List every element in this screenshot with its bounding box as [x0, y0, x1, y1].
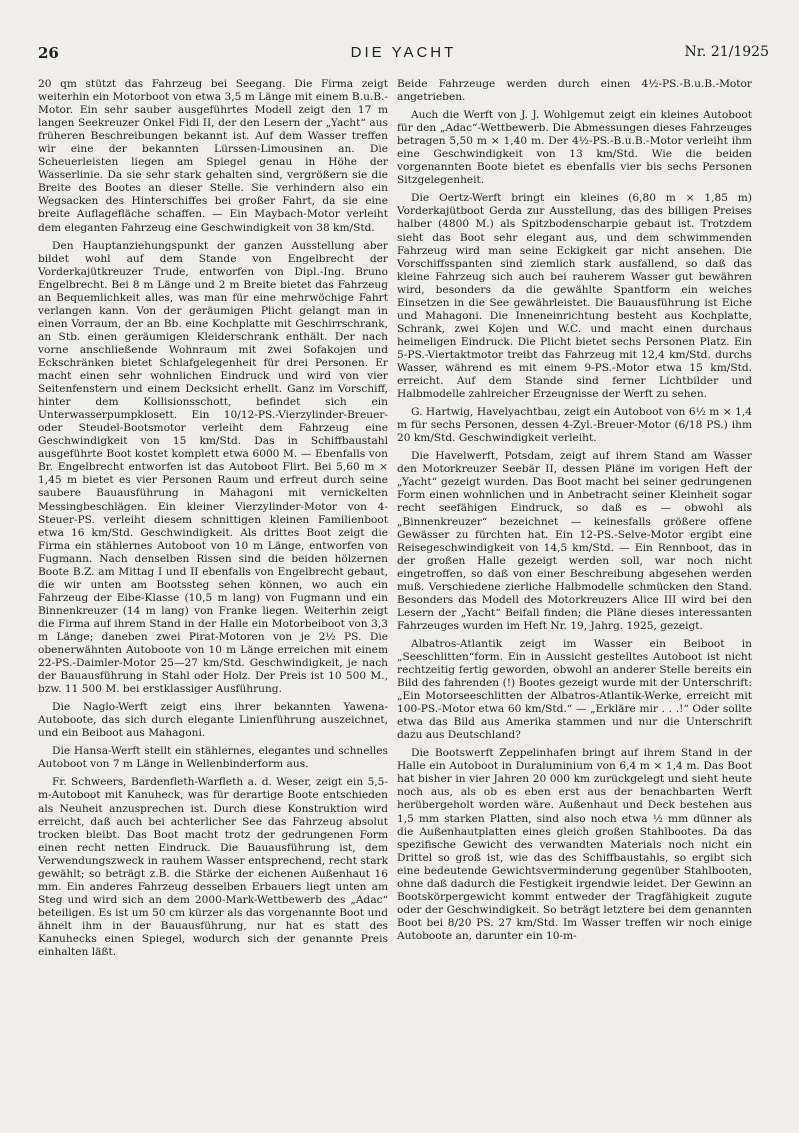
left-column [38, 78, 388, 964]
paragraph: Die Oertz-Werft bringt ein kleines (6,80 m × 1,85 m) Vorderkajütboot Gerda zur Ausstellung, das des billigen Preises halber (4800 M.) als Spitzbodenscharpie gebaut ist. Trotzdem sieht das Boot sehr elegant aus, und dem schwimmenden Fahrzeug wird man seine Eckigkeit gar nicht ansehen. Die Vorschiffsspanten sind ziemlich stark ausfallend, so daß das kleine Fahrzeug sich auch bei rauherem Wasser gut bewähren wird, besonders da die gewählte Spantform ein weiches Einsetzen in die See gewährleistet. Die Bauausführung ist Eiche und Mahagoni. Die Inneneinrichtung besteht aus Kochplatte, Schrank, zwei Kojen und W.C. und macht einen durchaus heimeligen Eindruck. Die Plicht bietet sechs Personen Platz. Ein 5-PS.-Viertaktmotor treibt das Fahrzeug mit 12,4 km/Std. durchs Wasser, während es mit einem 9-PS.-Motor etwa 15 km/Std. erreicht. Auf dem Stande sind ferner Lichtbilder und Halbmodelle zahlreicher Erzeugnisse der Werft zu sehen. [397, 192, 752, 401]
running-title: DIE YACHT [350, 44, 457, 61]
page-number: 26 [38, 44, 59, 62]
paragraph: Auch die Werft von J. J. Wohlgemut zeigt ein kleines Autoboot für den „Adac“-Wettbewerb. Die Abmessungen dieses Fahrzeuges betragen 5,50 m × 1,40 m. Der 4½-PS.-B.u.B.-Motor verleiht ihm eine Geschwindigkeit von 13 km/Std. Wie die beiden vorgenannten Boote bietet es ebenfalls vier bis sechs Personen Sitzgelegenheit. [397, 109, 752, 187]
paragraph: Den Hauptanziehungspunkt der ganzen Ausstellung aber bildet wohl auf dem Stande von Engelbrecht der Vorderkajütkreuzer Trude, entworfen von Dipl.-Ing. Bruno Engelbrecht. Bei 8 m Länge und 2 m Breite bietet das Fahrzeug an Bequemlichkeit alles, was man für eine mehrwöchige Fahrt verlangen kann. Von der geräumigen Plicht gelangt man in einen Vorraum, der an Bb. eine Kochplatte mit Geschirrschrank, an Stb. einen geräumigen Kleiderschrank enthält. Der nach vorne anschließende Wohnraum mit zwei Sofakojen und Eckschränken bietet Schlafgelegenheit für drei Personen. Er macht einen sehr wohnlichen Eindruck und wird von vier Seitenfenstern und einem Decksicht erhellt. Ganz im Vorschiff, hinter dem Kollisionsschott, befindet sich ein Unterwasserpumpklosett. Ein 10/12-PS.-Vierzylinder-Breuer- oder Steudel-Bootsmotor verleiht dem Fahrzeug eine Geschwindigkeit von 15 km/Std. Das in Schiffbaustahl ausgeführte Boot kostet komplett etwa 6000 M. — Ebenfalls von Br. Engelbrecht entworfen ist das Autoboot Flirt. Bei 5,60 m × 1,45 m bietet es vier Personen Raum und erfreut durch seine saubere Bauausführung in Mahagoni mit vernickelten Messingbeschlägen. Ein kleiner Vierzylinder-Motor von 4-Steuer-PS. verleiht diesem schnittigen kleinen Familienboot etwa 16 km/Std. Geschwindigkeit. Als drittes Boot zeigt die Firma ein stählernes Autoboot von 10 m Länge, entworfen von Fugmann. Nach denselben Rissen sind die beiden hölzernen Boote B.Z. am Mittag I und II ebenfalls von Engelbrecht gebaut, die wir unten am Bootssteg sehen können, wo auch ein Fahrzeug der Eibe-Klasse (10,5 m lang) von Fugmann und ein Binnenkreuzer (14 m lang) von Franke liegen. Weiterhin zeigt die Firma auf ihrem Stand in der Halle ein Motorbeiboot von 3,3 m Länge; daneben zwei Pirat-Motoren von je 2½ PS. Die obenerwähnten Autoboote von 10 m Länge erreichen mit einem 22-PS.-Daimler-Motor 25—27 km/Std. Geschwindigkeit, je nach der Bauausführung in Stahl oder Holz. Der Preis ist 10 500 M., bzw. 11 500 M. bei erstklassiger Ausführung. [38, 239, 388, 696]
right-column [397, 78, 752, 948]
paragraph: Die Naglo-Werft zeigt eins ihrer bekannten Yawena-Autoboote, das sich durch elegante Linienführung auszeichnet, und ein Beiboot aus Mahagoni. [38, 701, 388, 740]
paragraph: 20 qm stützt das Fahrzeug bei Seegang. Die Firma zeigt weiterhin ein Motorboot von etwa 3,5 m Länge mit einem B.u.B.-Motor. Ein sehr sauber ausgeführtes Modell zeigt den 17 m langen Seekreuzer Onkel Fidi II, der den Lesern der „Yacht“ aus früheren Beschreibungen bekannt ist. Auf dem Wasser treffen wir eine der bekannten Lürssen-Limousinen an. Die Scheuerleisten liegen am Spiegel genau in Höhe der Wasserlinie. Da sie sehr stark gehalten sind, vergrößern sie die Breite des Bootes an dieser Stelle. Sie verhindern also ein Wegsacken des Hinterschiffes bei großer Fahrt, da sie eine breite Auflagefläche schaffen. — Ein Maybach-Motor verleiht dem eleganten Fahrzeug eine Geschwindigkeit von 38 km/Std. [38, 78, 388, 234]
paragraph: Die Bootswerft Zeppelinhafen bringt auf ihrem Stand in der Halle ein Autoboot in Duraluminium von 6,4 m × 1,4 m. Das Boot hat bisher in vier Jahren 20 000 km zurückgelegt und sieht heute noch aus, als ob es eben erst aus der benachbarten Werft herübergeholt worden wäre. Außenhaut und Deck bestehen aus 1,5 mm starken Platten, sind also noch etwa ½ mm dünner als die Außenhautplatten eines gleich großen Stahlbootes. Da das spezifische Gewicht des verwandten Materials noch nicht ein Drittel so groß ist, wie das des Schiffbaustahls, so ergibt sich eine bedeutende Gewichtsverminderung gegenüber Stahlbooten, ohne daß dadurch die Festigkeit irgendwie leidet. Der Gewinn an Bootskörpergewicht kommt entweder der Tragfähigkeit zugute oder der Geschwindigkeit. So beträgt letztere bei dem genannten Boot bei 8/20 PS. 27 km/Std. Im Wasser treffen wir noch einige Autoboote an, darunter ein 10-m- [397, 747, 752, 942]
paragraph: Die Hansa-Werft stellt ein stählernes, elegantes und schnelles Autoboot von 7 m Länge in Wellenbinderform aus. [38, 745, 388, 771]
paragraph: Beide Fahrzeuge werden durch einen 4½-PS.-B.u.B.-Motor angetrieben. [397, 78, 752, 104]
paragraph: Albatros-Atlantik zeigt im Wasser ein Beiboot in „Seeschlitten“form. Ein in Aussicht gestelltes Autoboot ist nicht rechtzeitig fertig geworden, obwohl an anderer Stelle bereits ein Bild des fahrenden (!) Bootes gezeigt wurde mit der Unterschrift: „Ein Motorseeschlitten der Albatros-Atlantik-Werke, erreicht mit 100-PS.-Motor etwa 60 km/Std.“ — „Erkläre mir . . .!“ Oder sollte etwa das Bild aus Amerika stammen und nur die Unterschrift dazu aus Deutschland? [397, 637, 752, 742]
paragraph: Fr. Schweers, Bardenfleth-Warfleth a. d. Weser, zeigt ein 5,5-m-Autoboot mit Kanuheck, was für derartige Boote entschieden als Neuheit anzusprechen ist. Durch diese Konstruktion wird erreicht, daß auch bei achterlicher See das Fahrzeug absolut trocken bleibt. Das Boot macht trotz der gedrungenen Form einen recht netten Eindruck. Die Bauausführung ist, dem Verwendungszweck in rauhem Wasser entsprechend, recht stark gewählt; so beträgt z.B. die Stärke der eichenen Außenhaut 16 mm. Ein anderes Fahrzeug desselben Erbauers liegt unten am Steg und wird sich an dem 2000-Mark-Wettbewerb des „Adac“ beteiligen. Es ist um 50 cm kürzer als das vorgenannte Boot und ähnelt ihm in der Bauausführung, nur hat es statt des Kanuhecks einen Spiegel, wodurch sich der genannte Preis einhalten läßt. [38, 776, 388, 959]
paragraph: G. Hartwig, Havelyachtbau, zeigt ein Autoboot von 6½ m × 1,4 m für sechs Personen, dessen 4-Zyl.-Breuer-Motor (6/18 PS.) ihm 20 km/Std. Geschwindigkeit verleiht. [397, 406, 752, 445]
page-header [38, 44, 769, 68]
issue-number: Nr. 21/1925 [684, 44, 769, 60]
paragraph: Die Havelwerft, Potsdam, zeigt auf ihrem Stand am Wasser den Motorkreuzer Seebär II, dessen Pläne im vorigen Heft der „Yacht“ gezeigt wurden. Das Boot macht bei seiner gedrungenen Form einen wohnlichen und in Anbetracht seiner Kleinheit sogar recht seefähigen Eindruck, so daß es — obwohl als „Binnenkreuzer“ bezeichnet — keinesfalls größere offene Gewässer zu fürchten hat. Ein 12-PS.-Selve-Motor ergibt eine Reisegeschwindigkeit von 14,5 km/Std. — Ein Rennboot, das in der großen Halle gezeigt werden soll, war noch nicht eingetroffen, so daß von einer Beschreibung abgesehen werden muß. Verschiedene zierliche Halbmodelle schmücken den Stand. Besonders das Modell des Motorkreuzers Alice III wird bei den Lesern der „Yacht“ Beifall finden; die Pläne dieses interessanten Fahrzeuges wurden im Heft Nr. 19, Jahrg. 1925, gezeigt. [397, 450, 752, 632]
